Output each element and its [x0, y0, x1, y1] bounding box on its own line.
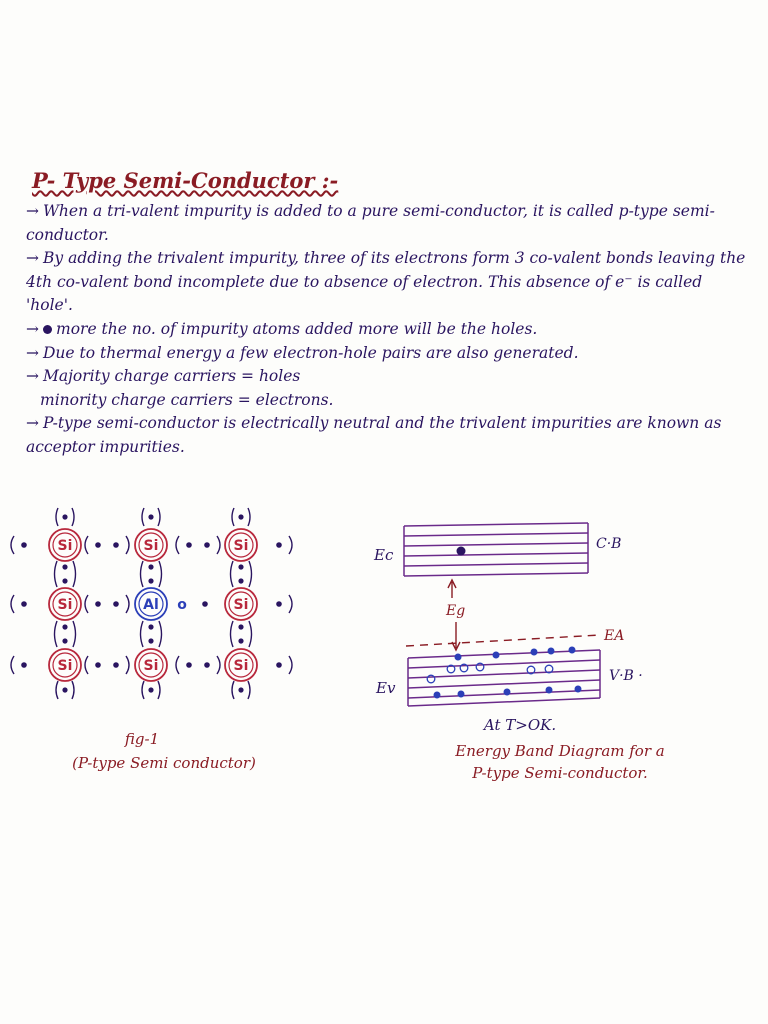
band-caption-line2: P-type Semi-conductor.: [472, 764, 648, 782]
atom-si: [135, 529, 167, 561]
note-hole-formation: → By adding the trivalent impurity, three of its electrons form 3 co-valent bonds leaving the 4th co-valent bond incomplete due to absence of electron. This absence of e⁻ is called 'hole'.: [26, 249, 746, 315]
vb-label: V·B ·: [609, 668, 643, 684]
arrow-icon: →: [26, 367, 39, 386]
note-majority-carriers: → Majority charge carriers = holes: [26, 367, 301, 386]
page-title: P- Type Semi-Conductor :-: [32, 168, 339, 193]
acceptor-level: [406, 635, 600, 646]
ev-label: Ev: [376, 679, 396, 697]
note-minority-carriers: minority charge carriers = electrons.: [40, 390, 334, 409]
cb-label: C·B: [596, 536, 622, 552]
note-neutrality: → P-type semi-conductor is electrically neutral and the trivalent impurities are known as acceptor impurities.: [26, 414, 722, 456]
atom-si: [225, 649, 257, 681]
atom-label: Al: [143, 597, 159, 613]
hole-marker: o: [177, 597, 187, 613]
atom-label: Si: [143, 538, 159, 554]
atom-si: [225, 529, 257, 561]
note-thermal-energy: → Due to thermal energy a few electron-hole pairs are also generated.: [26, 343, 579, 362]
atom-label: Si: [233, 597, 249, 613]
note-impurity-holes: → more the no. of impurity atoms added more will be the holes.: [26, 319, 538, 338]
arrow-icon: →: [26, 414, 39, 433]
atom-label: Si: [57, 658, 73, 674]
eg-label: Eg: [446, 603, 466, 619]
atom-si: [49, 588, 81, 620]
arrow-icon: →: [26, 319, 39, 338]
atom-label: Si: [233, 658, 249, 674]
arrow-icon: →: [26, 202, 39, 220]
atom-si: [225, 588, 257, 620]
note-definition: → When a tri-valent impurity is added to a pure semi-conductor, it is called p-type semi-conductor.: [26, 202, 715, 244]
atom-al: [135, 588, 167, 620]
ec-label: Ec: [374, 546, 394, 564]
ea-label: EA: [604, 628, 625, 644]
free-electron: [457, 547, 466, 556]
energy-band-diagram: [373, 523, 643, 706]
atom-si: [49, 649, 81, 681]
atom-label: Si: [57, 538, 73, 554]
lattice-caption: (P-type Semi conductor): [72, 754, 256, 772]
fig-label: fig-1: [124, 730, 160, 748]
atom-label: Si: [57, 597, 73, 613]
atom-label: Si: [143, 658, 159, 674]
arrow-icon: →: [26, 343, 39, 362]
conduction-band: [404, 523, 588, 576]
atom-si: [49, 529, 81, 561]
band-caption-line1: Energy Band Diagram for a: [455, 742, 665, 760]
atom-si: [135, 649, 167, 681]
arrow-icon: →: [26, 249, 39, 268]
atom-label: Si: [233, 538, 249, 554]
temperature-label: At T>OK.: [483, 716, 557, 734]
